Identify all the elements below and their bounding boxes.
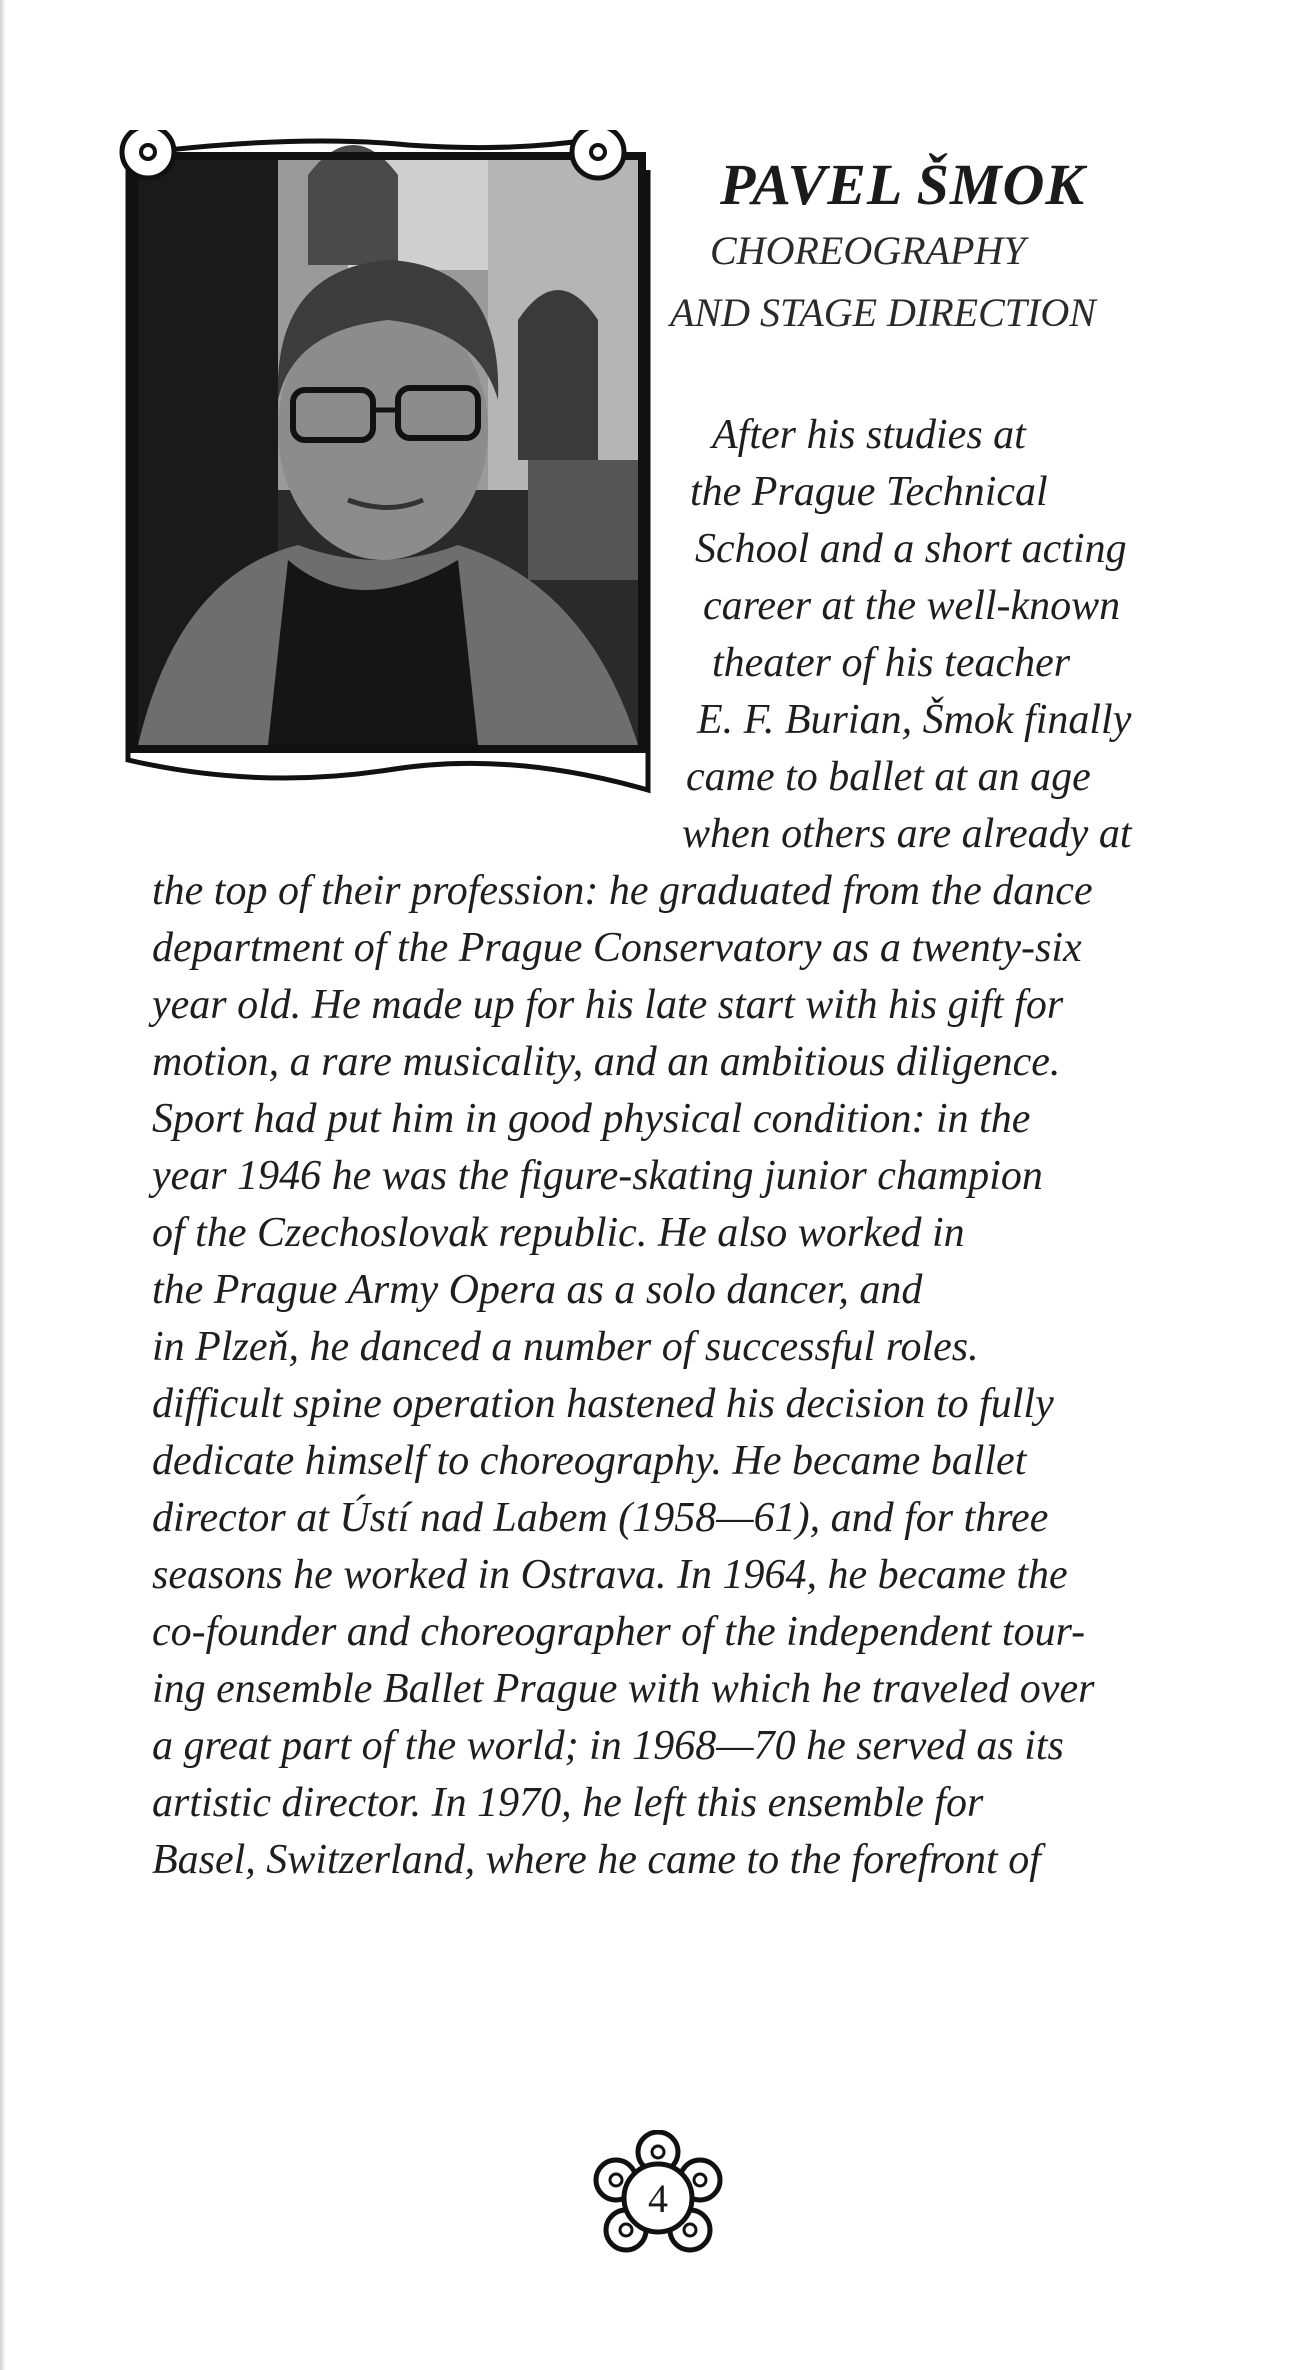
page-number: 4: [648, 2176, 668, 2221]
text-line: dedicate himself to choreography. He became ballet: [152, 1438, 1027, 1484]
text-line: Basel, Switzerland, where he came to the forefront of: [152, 1837, 1041, 1883]
text-line: School and a short acting: [695, 526, 1127, 572]
text-line: theater of his teacher: [712, 640, 1071, 686]
text-line: co-founder and choreographer of the independent tour-: [152, 1609, 1086, 1655]
person-name: PAVEL ŠMOK: [720, 152, 1086, 217]
text-line: department of the Prague Conservatory as a twenty-six: [152, 925, 1082, 971]
text-line: year 1946 he was the figure-skating junior champion: [152, 1153, 1043, 1199]
page-folio: [588, 2130, 728, 2270]
text-line: motion, a rare musicality, and an ambitious diligence.: [152, 1039, 1061, 1085]
text-line: ing ensemble Ballet Prague with which he traveled over: [152, 1666, 1095, 1712]
text-line: seasons he worked in Ostrava. In 1964, he became the: [152, 1552, 1068, 1598]
text-line: E. F. Burian, Šmok finally: [697, 697, 1132, 743]
text-line: After his studies at: [712, 412, 1026, 458]
text-line: a great part of the world; in 1968—70 he served as its: [152, 1723, 1064, 1769]
text-line: the Prague Army Opera as a solo dancer, and: [152, 1267, 923, 1313]
text-line: year old. He made up for his late start with his gift for: [152, 982, 1064, 1028]
text-line: when others are already at: [682, 811, 1132, 857]
text-line: in Plzeň, he danced a number of successful roles.: [152, 1324, 979, 1370]
text-line: career at the well-known: [703, 583, 1121, 629]
role-line-2: AND STAGE DIRECTION: [670, 290, 1096, 335]
text-line: Sport had put him in good physical condition: in the: [152, 1096, 1031, 1142]
text-line: difficult spine operation hastened his decision to fully: [152, 1381, 1054, 1427]
text-line: the Prague Technical: [690, 469, 1048, 515]
text-line: the top of their profession: he graduated from the dance: [152, 868, 1093, 914]
role-line-1: CHOREOGRAPHY: [710, 228, 1026, 273]
text-line: of the Czechoslovak republic. He also worked in: [152, 1210, 965, 1256]
text-line: came to ballet at an age: [686, 754, 1091, 800]
text-line: artistic director. In 1970, he left this ensemble for: [152, 1780, 984, 1826]
text-line: director at Ústí nad Labem (1958—61), and for three: [152, 1495, 1049, 1541]
